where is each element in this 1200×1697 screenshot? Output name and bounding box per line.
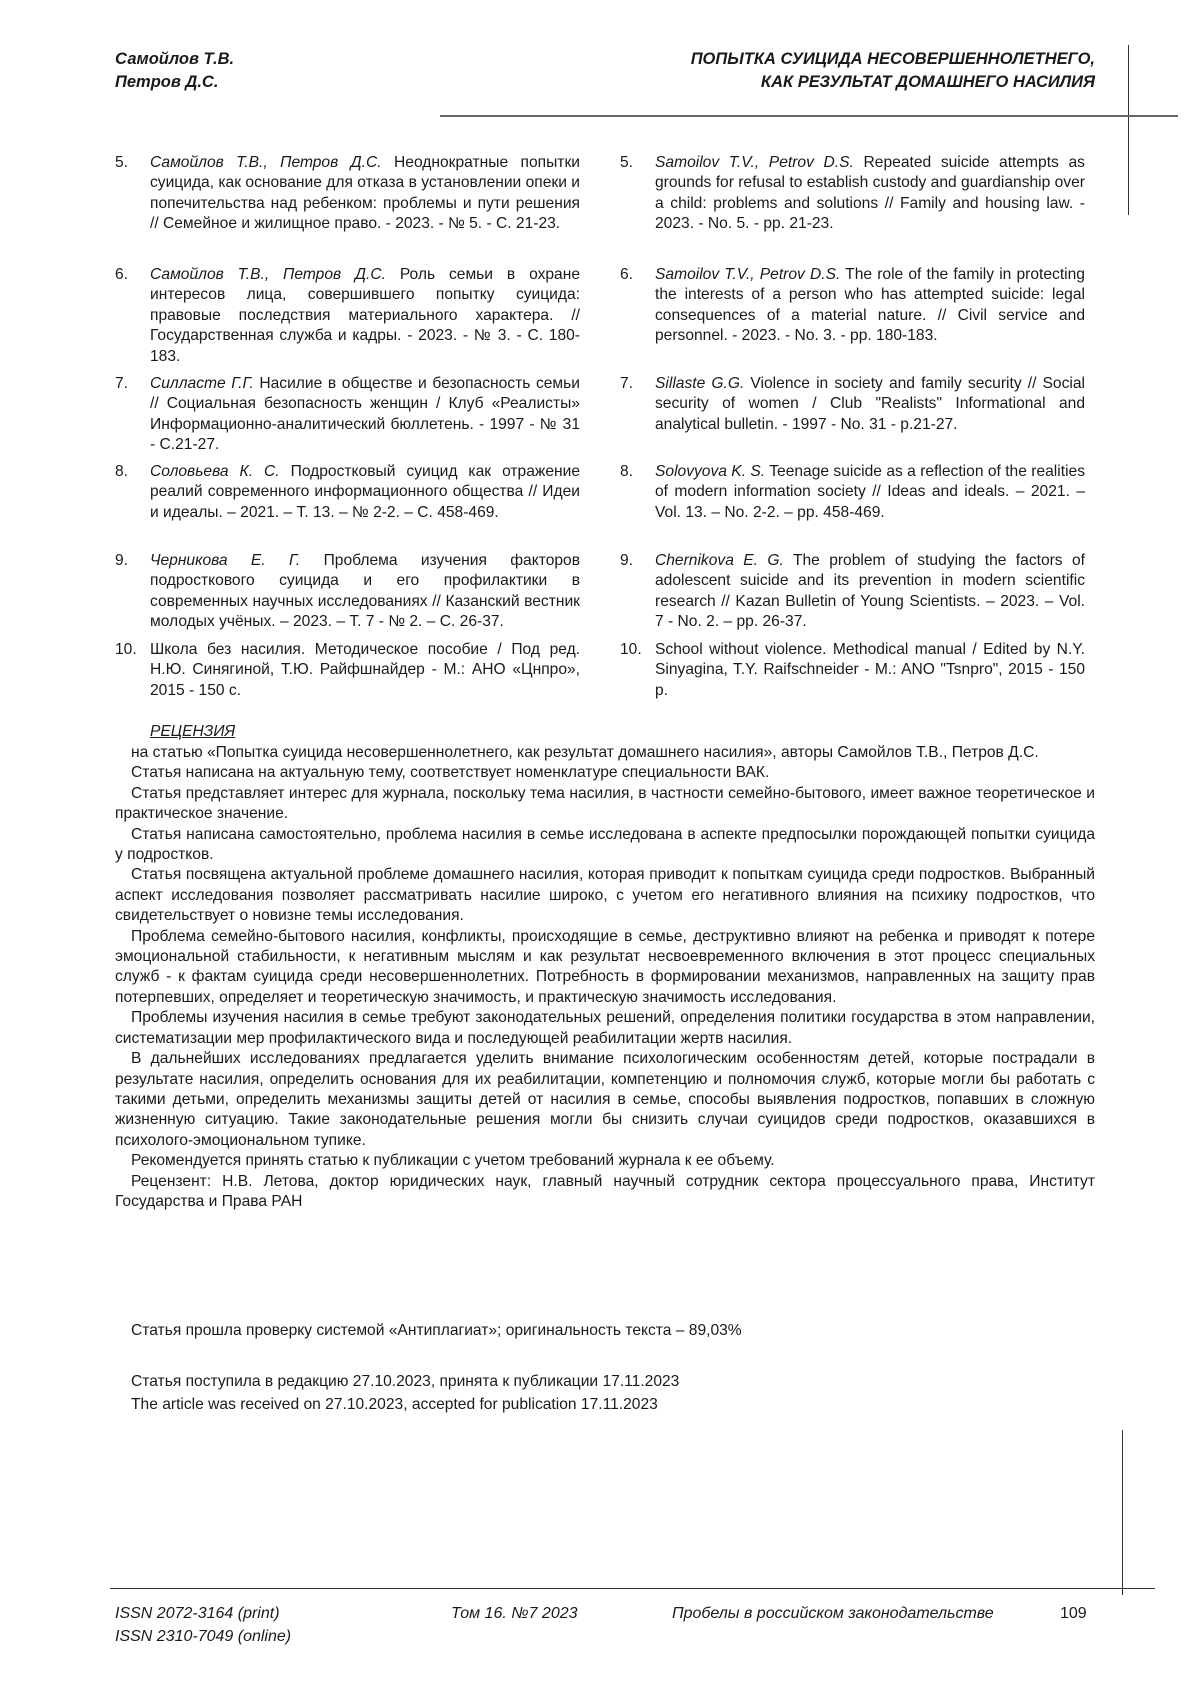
title-line: КАК РЕЗУЛЬТАТ ДОМАШНЕГО НАСИЛИЯ <box>495 71 1095 94</box>
reference-number: 5. <box>620 153 633 173</box>
received-en: The article was received on 27.10.2023, accepted for publication 17.11.2023 <box>131 1393 679 1416</box>
reference-item <box>655 551 1085 633</box>
review-body <box>115 743 1095 1212</box>
review-paragraph: Статья написана на актуальную тему, соответствует номенклатуре специальности ВАК. <box>115 763 1095 783</box>
reference-author: Самойлов Т.В., Петров Д.С. <box>150 154 382 171</box>
reference-item <box>655 462 1085 523</box>
footer-vertical-rule <box>1122 1430 1123 1595</box>
reference-item <box>150 640 580 701</box>
reference-text: Repeated suicide attempts as grounds for refusal to establish custody and guardianship over a child: problems and solutions // Family and housing law. - 2023. - No. 5. - pp. 21-23. <box>655 154 1085 232</box>
reference-author: Соловьева К. С. <box>150 463 280 480</box>
reference-number: 10. <box>620 640 642 660</box>
reference-author: Chernikova E. G. <box>655 552 784 569</box>
reference-text: Подростковый суицид как отражение реалий современного информационного общества // Идеи и идеалы. – 2021. – Т. 13. – № 2-2. – С. 458-469. <box>150 463 580 521</box>
reference-item <box>655 374 1085 435</box>
review-paragraph: Рекомендуется принять статью к публикации с учетом требований журнала к ее объему. <box>115 1151 1095 1171</box>
review-paragraph: Проблема семейно-бытового насилия, конфликты, происходящие в семье, деструктивно влияют на ребенка и приводят к потере эмоциональной стабильности, к негативным мыслям и как результат несвоевременного включения в этот процесс специальных служб - к фактам суицида среди несовершеннолетних. Потребность в формировании механизмов, направленных на защиту прав потерпевших, определяет и теоретическую значимость, и практическую значимость исследования. <box>115 927 1095 1009</box>
reference-number: 9. <box>115 551 128 571</box>
reference-number: 5. <box>115 153 128 173</box>
reference-text: Teenage suicide as a reflection of the realities of modern information society // Ideas and ideals. – 2021. – Vol. 13. – No. 2-2. – pp. 458-469. <box>655 463 1085 521</box>
reference-author: Sillaste G.G. <box>655 375 744 392</box>
reference-author: Черникова Е. Г. <box>150 552 300 569</box>
reference-text: Роль семьи в охране интересов лица, совершившего попытку суицида: правовые последствия материального характера. // Государственная служба и кадры. - 2023. - № 3. - С. 180-183. <box>150 266 580 365</box>
reference-author: Силласте Г.Г. <box>150 375 254 392</box>
reference-text: Насилие в обществе и безопасность семьи // Социальная безопасность женщин / Клуб «Реалисты» Информационно-аналитический бюллетень. - 1997 - № 31 - С.21-27. <box>150 375 580 453</box>
footer-issn <box>115 1602 291 1648</box>
reference-item <box>150 374 580 456</box>
reference-text: Школа без насилия. Методическое пособие / Под ред. Н.Ю. Синягиной, Т.Ю. Райфшнайдер - М.: АНО «Цнпро», 2015 - 150 с. <box>150 641 580 699</box>
reference-text: Проблема изучения факторов подросткового суицида и его профилактики в современных научных исследованиях // Казанский вестник молодых учёных. – 2023. – Т. 7 - № 2. – С. 26-37. <box>150 552 580 630</box>
reference-item <box>150 153 580 235</box>
review-paragraph: Проблемы изучения насилия в семье требуют законодательных решений, определения политики государства в этом направлении, систематизации мер профилактического вида и последующей реабилитации жертв насилия. <box>115 1008 1095 1049</box>
reference-text: Неоднократные попытки суицида, как основание для отказа в установлении опеки и попечительства над ребенком: проблемы и пути решения // Семейное и жилищное право. - 2023. - № 5. - С. 21-23. <box>150 154 580 232</box>
reference-text: The problem of studying the factors of adolescent suicide and its prevention in modern scientific research // Kazan Bulletin of Young Scientists. – 2023. – Vol. 7 - No. 2. – pp. 26-37. <box>655 552 1085 630</box>
footer-volume: Том 16. №7 2023 <box>451 1602 578 1625</box>
reference-author: Samoilov T.V., Petrov D.S. <box>655 154 854 171</box>
reference-number: 8. <box>620 462 633 482</box>
reference-text: Violence in society and family security // Social security of women / Club "Realists" Informational and analytical bulletin. - 1997 - No. 31 - p.21-27. <box>655 375 1085 433</box>
review-paragraph: Статья посвящена актуальной проблеме домашнего насилия, которая приводит к попыткам суицида среди подростков. Выбранный аспект исследования позволяет рассматривать насилие широко, с учетом его негативного влияния на психику подростков, что свидетельствует о новизне темы исследования. <box>115 865 1095 926</box>
header-author: Петров Д.С. <box>115 71 234 94</box>
review-title: РЕЦЕНЗИЯ <box>150 723 235 741</box>
review-paragraph: Рецензент: Н.В. Летова, доктор юридических наук, главный научный сотрудник сектора процессуального права, Институт Государства и Права РАН <box>115 1172 1095 1213</box>
reference-item <box>655 153 1085 235</box>
header-author: Самойлов Т.В. <box>115 48 234 71</box>
title-line: ПОПЫТКА СУИЦИДА НЕСОВЕРШЕННОЛЕТНЕГО, <box>495 48 1095 71</box>
reference-number: 8. <box>115 462 128 482</box>
review-paragraph: на статью «Попытка суицида несовершеннолетнего, как результат домашнего насилия», авторы Самойлов Т.В., Петров Д.С. <box>115 743 1095 763</box>
reference-number: 7. <box>115 374 128 394</box>
reference-number: 7. <box>620 374 633 394</box>
reference-author: Solovyova K. S. <box>655 463 765 480</box>
issn-print: ISSN 2072-3164 (print) <box>115 1602 291 1625</box>
received-ru: Статья поступила в редакцию 27.10.2023, принята к публикации 17.11.2023 <box>131 1370 679 1393</box>
reference-author: Samoilov T.V., Petrov D.S. <box>655 266 840 283</box>
reference-item <box>150 265 580 367</box>
footer-horizontal-rule <box>110 1588 1155 1589</box>
antiplagiat-note: Статья прошла проверку системой «Антиплагиат»; оригинальность текста – 89,03% <box>131 1322 742 1340</box>
reference-number: 6. <box>620 265 633 285</box>
reference-item <box>655 265 1085 347</box>
reference-text: The role of the family in protecting the interests of a person who has attempted suicide: legal consequences of a material nature. // Civil service and personnel. - 2023. - No. 3. - pp. 180-183. <box>655 266 1085 344</box>
reference-author: Самойлов Т.В., Петров Д.С. <box>150 266 386 283</box>
publication-dates <box>131 1370 679 1416</box>
reference-number: 6. <box>115 265 128 285</box>
reference-item <box>150 462 580 523</box>
issn-online: ISSN 2310-7049 (online) <box>115 1625 291 1648</box>
reference-number: 9. <box>620 551 633 571</box>
reference-number: 10. <box>115 640 137 660</box>
page-number: 109 <box>1060 1602 1087 1625</box>
reference-item <box>150 551 580 633</box>
review-paragraph: В дальнейших исследованиях предлагается уделить внимание психологическим особенностям детей, которые пострадали в результате насилия, определить основания для их реабилитации, компетенцию и полномочия служб, которые могли бы работать с такими детьми, определить механизмы защиты детей от насилия в семье, способы выявления подростков, попавших в сложную жизненную ситуацию. Такие законодательные решения могли бы снизить случаи суицидов среди подростков, оказавшихся в психолого-эмоциональном тупике. <box>115 1049 1095 1151</box>
header-horizontal-rule <box>440 115 1178 117</box>
header-article-title <box>495 48 1095 94</box>
reference-item <box>655 640 1085 701</box>
header-vertical-rule <box>1128 45 1129 215</box>
footer-journal: Пробелы в российском законодательстве <box>672 1602 994 1625</box>
review-paragraph: Статья представляет интерес для журнала, поскольку тема насилия, в частности семейно-бытового, имеет важное теоретическое и практическое значение. <box>115 784 1095 825</box>
header-authors <box>115 48 234 94</box>
review-paragraph: Статья написана самостоятельно, проблема насилия в семье исследована в аспекте предпосылки порождающей попытки суицида у подростков. <box>115 825 1095 866</box>
reference-text: School without violence. Methodical manual / Edited by N.Y. Sinyagina, T.Y. Raifschneider - M.: ANO "Tsnpro", 2015 - 150 p. <box>655 641 1085 699</box>
